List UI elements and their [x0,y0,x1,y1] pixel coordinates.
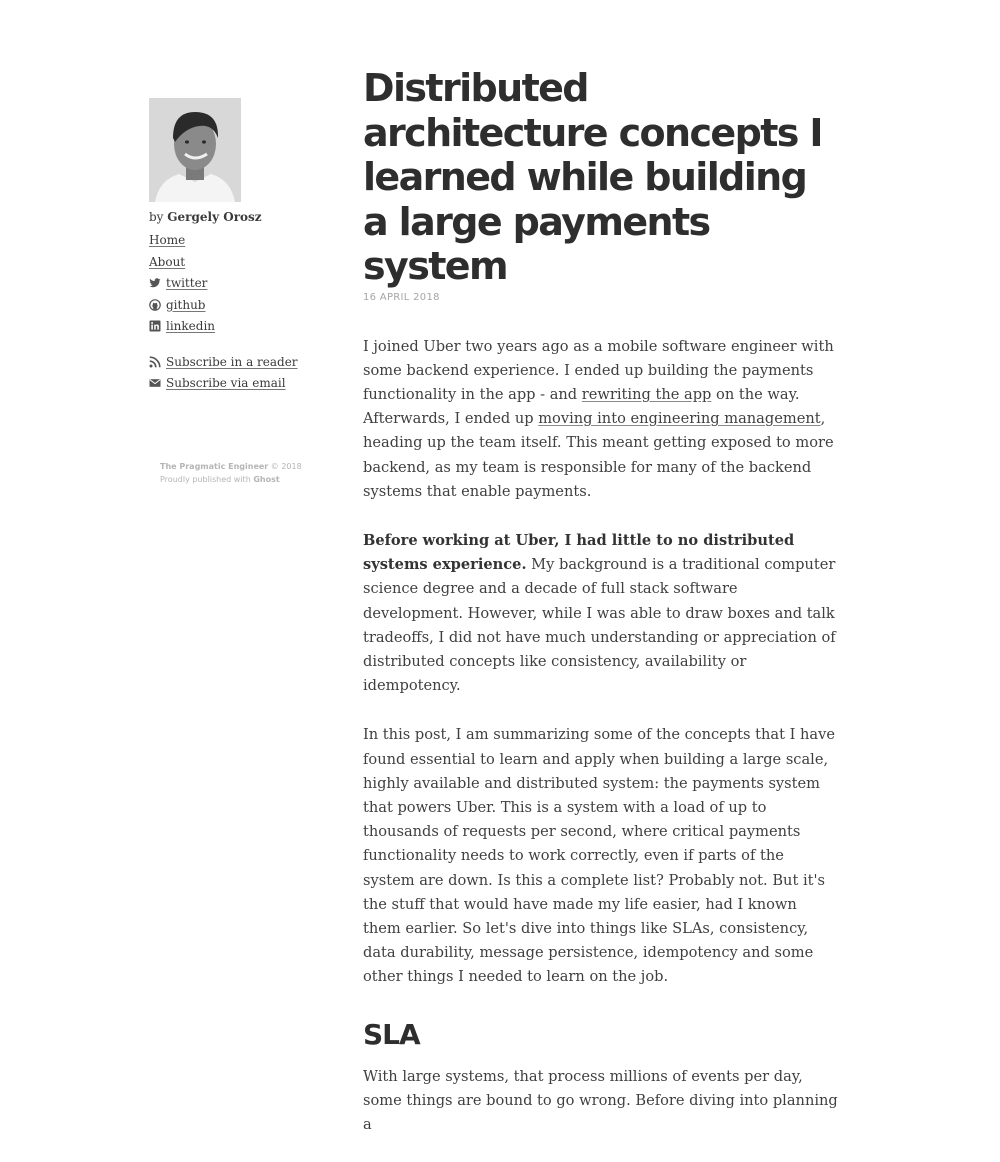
nav-link-twitter[interactable]: twitter [166,276,208,290]
subscribe-email-link[interactable]: Subscribe via email [166,376,286,390]
author-avatar[interactable] [149,98,241,202]
article [363,66,838,1162]
site-name-link[interactable]: The Pragmatic Engineer [160,462,269,471]
article-paragraph-3: In this post, I am summarizing some of the concepts that I have found essential to learn and apply when building a large scale, highly available and distributed system: the payments system that powers Uber. This is a system with a load of up to thousands of requests per second, where critical payments functionality needs to work correctly, even if parts of the system are down. Is this a complete list? Probably not. But it's the stuff that would have made my life easier, had I known them earlier. So let's dive into things like SLAs, consistency, data durability, message persistence, idempotency and some other things I needed to learn on the job. [363,726,835,986]
rewriting-the-app-link[interactable]: rewriting the app [581,385,712,403]
nav-link-home[interactable]: Home [149,233,186,247]
colophon-line-2 [160,473,302,486]
byline-prefix: by [149,210,164,224]
author-byline [149,210,329,224]
article-title: Distributed architecture concepts I learned while building a large payments system [363,66,822,288]
twitter-icon [149,277,161,289]
nav-item-linkedin [149,316,329,338]
p1-text-3: , heading up the team itself. This meant getting exposed to more backend, as my team is responsible for many of the backend systems that enable payments. [363,410,834,500]
copyright-text: © 2018 [270,462,302,471]
site-colophon [160,460,302,486]
nav-item-about [149,252,329,274]
section-heading-sla: SLA [363,1017,420,1051]
nav-link-linkedin[interactable]: linkedin [166,319,216,333]
author-name: Gergely Orosz [167,210,262,224]
nav-link-github[interactable]: github [166,297,206,312]
article-paragraph-1 [363,335,838,504]
engineering-management-link[interactable]: moving into engineering management [538,410,821,428]
article-paragraph-2 [363,529,838,698]
author-photo [149,98,241,202]
linkedin-icon [149,320,161,332]
subscribe-links [149,352,329,395]
sidebar-nav [149,230,329,338]
rss-icon [149,356,161,368]
published-with-text: Proudly published with [160,475,251,484]
nav-item-github [149,295,329,317]
p2-text: My background is a traditional computer science degree and a decade of full stack software development. However, while I was able to draw boxes and talk tradeoffs, I did not have much understanding or appreciation of distributed concepts like consistency, availability or idempotency. [363,556,836,695]
p1-text-2: on the way. Afterwards, I ended up [363,385,800,428]
subscribe-reader-link[interactable]: Subscribe in a reader [166,354,298,369]
article-paragraph-4: With large systems, that process millions of events per day, some things are bound to go wrong. Before diving into planning a [363,1067,838,1133]
sidebar [149,98,329,395]
nav-item-home [149,230,329,252]
p2-bold-lead: Before working at Uber, I had little to no distributed systems experience. [363,531,795,574]
p1-text-1: I joined Uber two years ago as a mobile software engineer with some backend experience. I ended up building the payments functionality in the app - and [363,337,834,403]
subscribe-item-email [149,373,329,395]
email-icon [149,377,161,389]
article-body [363,335,838,1138]
article-date: 16 APRIL 2018 [363,291,440,303]
nav-item-twitter [149,273,329,295]
github-icon [149,299,161,311]
nav-link-about[interactable]: About [149,254,186,269]
ghost-link[interactable]: Ghost [253,475,280,484]
colophon-line-1 [160,460,302,473]
subscribe-item-reader [149,352,329,374]
